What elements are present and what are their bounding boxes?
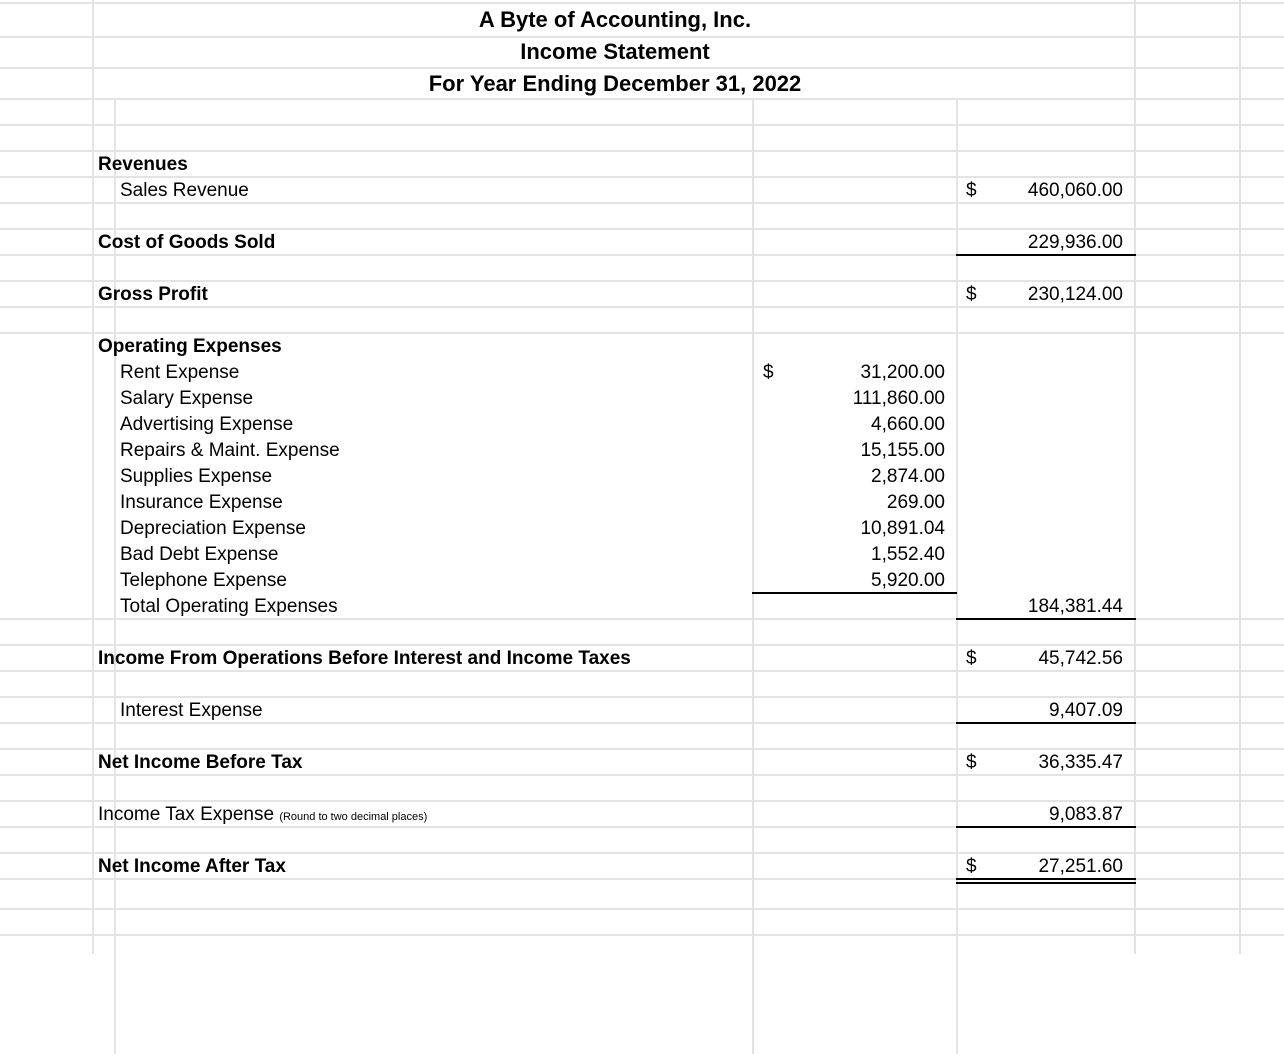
underline <box>956 618 1136 620</box>
sales-revenue-label: Sales Revenue <box>120 180 249 201</box>
revenues-heading: Revenues <box>98 154 188 175</box>
expense-label-bad-debt: Bad Debt Expense <box>120 544 279 565</box>
expense-label-insurance: Insurance Expense <box>120 492 283 513</box>
expense-value-salary: 111,860.00 <box>852 388 945 409</box>
cogs-label: Cost of Goods Sold <box>98 232 276 253</box>
currency-symbol: $ <box>966 752 977 773</box>
expense-value-repairs: 15,155.00 <box>860 440 945 461</box>
net-income-before-tax-value: 36,335.47 <box>1038 752 1123 773</box>
expense-value-supplies: 2,874.00 <box>871 466 945 487</box>
interest-expense-value: 9,407.09 <box>1049 700 1123 721</box>
gross-profit-label: Gross Profit <box>98 284 208 305</box>
income-from-operations-label: Income From Operations Before Interest and Income Taxes <box>98 648 631 669</box>
sales-revenue-value: 460,060.00 <box>1027 180 1123 201</box>
double-underline-bottom <box>956 882 1136 884</box>
total-operating-expenses-value: 184,381.44 <box>1027 596 1123 617</box>
expense-label-rent: Rent Expense <box>120 362 240 383</box>
underline <box>752 592 957 594</box>
cogs-value: 229,936.00 <box>1027 232 1123 253</box>
currency-symbol: $ <box>966 648 977 669</box>
expense-value-depreciation: 10,891.04 <box>860 518 945 539</box>
statement-period: For Year Ending December 31, 2022 <box>428 71 802 96</box>
expense-value-insurance: 269.00 <box>886 492 945 513</box>
currency-symbol: $ <box>763 362 774 383</box>
double-underline-top <box>956 878 1136 880</box>
interest-expense-label: Interest Expense <box>120 700 263 721</box>
currency-symbol: $ <box>966 856 977 877</box>
income-tax-note: (Round to two decimal places) <box>279 811 428 823</box>
expense-value-advertising: 4,660.00 <box>871 414 945 435</box>
operating-expenses-heading: Operating Expenses <box>98 336 282 357</box>
expense-label-depreciation: Depreciation Expense <box>120 518 306 539</box>
expense-label-repairs: Repairs & Maint. Expense <box>120 440 340 461</box>
income-tax-expense-value: 9,083.87 <box>1049 804 1123 825</box>
net-income-before-tax-label: Net Income Before Tax <box>98 752 303 773</box>
currency-symbol: $ <box>966 180 977 201</box>
underline <box>956 722 1136 724</box>
net-income-after-tax-label: Net Income After Tax <box>98 856 286 877</box>
expense-label-advertising: Advertising Expense <box>120 414 294 435</box>
income-tax-expense-text: Income Tax Expense <box>98 804 275 825</box>
underline <box>956 826 1136 828</box>
income-tax-expense-label <box>98 804 427 828</box>
expense-label-salary: Salary Expense <box>120 388 254 409</box>
underline <box>956 254 1136 256</box>
currency-symbol: $ <box>966 284 977 305</box>
expense-value-telephone: 5,920.00 <box>871 570 945 591</box>
company-name: A Byte of Accounting, Inc. <box>478 7 752 32</box>
net-income-after-tax-value: 27,251.60 <box>1038 856 1123 877</box>
statement-title: Income Statement <box>520 39 710 64</box>
expense-label-supplies: Supplies Expense <box>120 466 273 487</box>
total-operating-expenses-label: Total Operating Expenses <box>120 596 338 617</box>
expense-label-telephone: Telephone Expense <box>120 570 287 591</box>
gross-profit-value: 230,124.00 <box>1027 284 1123 305</box>
expense-value-rent: 31,200.00 <box>860 362 945 383</box>
expense-value-bad-debt: 1,552.40 <box>871 544 945 565</box>
income-from-operations-value: 45,742.56 <box>1038 648 1123 669</box>
